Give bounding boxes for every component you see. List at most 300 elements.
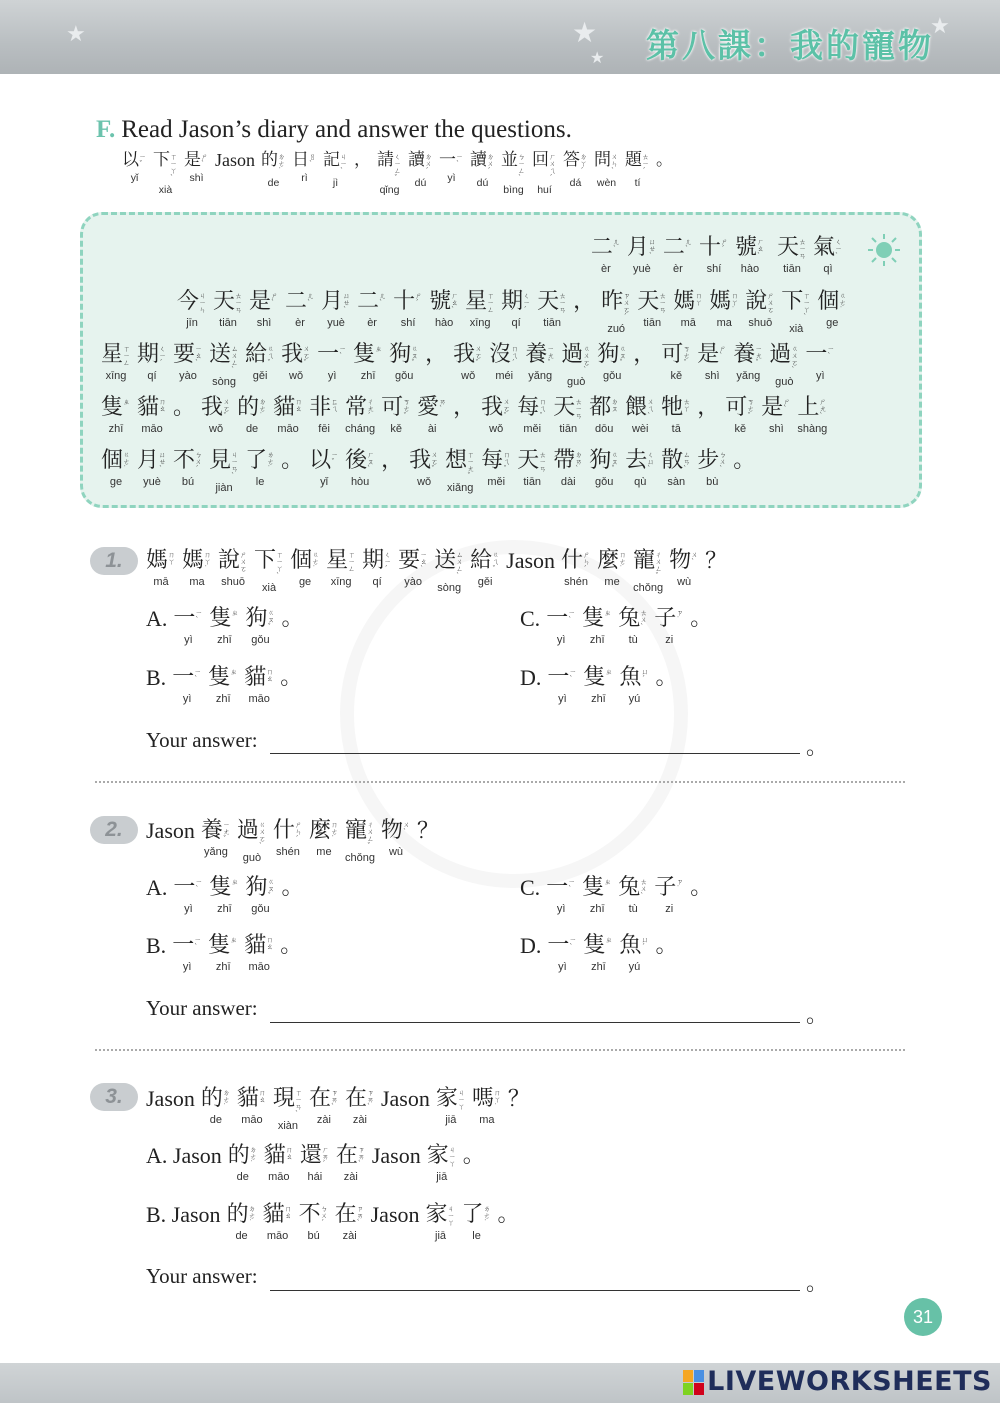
hanzi: 了 [461, 1202, 484, 1227]
pinyin: dá [569, 177, 582, 189]
ruby-character [254, 548, 284, 595]
pinyin: shén [276, 846, 300, 858]
ruby-character [439, 150, 464, 185]
ruby-character [663, 235, 693, 276]
bopomofo: ㄙㄨㄥˋ [456, 551, 464, 580]
ruby-character [470, 548, 500, 589]
bopomofo: ㄇㄚ [695, 292, 703, 307]
hanzi: 嗎 [471, 1086, 494, 1111]
ruby-character [249, 289, 279, 330]
pinyin: qì [823, 263, 833, 275]
ruby-character [470, 150, 495, 190]
pinyin: de [235, 1230, 248, 1242]
ruby-character [326, 548, 356, 589]
ruby-character [627, 235, 657, 276]
ruby-character [209, 342, 239, 389]
bopomofo: ㄏㄞˊ [321, 1146, 329, 1168]
pinyin: qù [634, 476, 647, 488]
question-3-option-a[interactable]: A. Jason 的 ㄉㄜ˙ de 貓 ㄇㄠ māo 還 ㄏㄞˊ hái 在 ㄗㄞˋ zài Jason 家 ㄐㄧㄚ jiā 。 [146, 1143, 485, 1183]
pinyin: yì [447, 172, 456, 184]
ruby-character [273, 1086, 303, 1133]
hanzi: 帶 [553, 448, 576, 473]
pinyin: zhī [217, 634, 232, 646]
pinyin: jiā [445, 1114, 457, 1126]
ruby-character [362, 548, 392, 589]
ruby-character [173, 606, 203, 647]
pinyin: wǒ [461, 370, 476, 382]
ruby-character [345, 395, 375, 436]
pinyin: māo [248, 961, 270, 973]
answer-input[interactable] [270, 753, 800, 754]
hanzi: 隻 [209, 875, 232, 900]
bopomofo: ㄩㄝˋ [343, 292, 351, 314]
pinyin: zi [665, 634, 674, 646]
pinyin: tiān [543, 317, 562, 329]
ruby-character [323, 150, 348, 190]
latin-text: Jason [370, 1202, 420, 1227]
bopomofo: ㄦˋ [684, 238, 692, 253]
pinyin: gǒu [603, 370, 622, 382]
hanzi: ， [354, 150, 371, 170]
ruby-character [146, 548, 176, 589]
bopomofo: ㄑㄧˊ [159, 345, 167, 367]
pinyin: cháng [345, 423, 376, 435]
pinyin: sàn [667, 476, 686, 488]
pinyin: yuè [143, 476, 161, 488]
ruby-character [619, 665, 649, 706]
bopomofo: ㄧㄠˋ [195, 345, 203, 367]
bopomofo: ㄧㄤˇ [547, 345, 555, 367]
bopomofo: ㄗㄞˋ [330, 1089, 338, 1111]
ruby-character [661, 448, 691, 489]
ruby-character [517, 448, 547, 489]
instruction-text [122, 150, 679, 197]
pinyin: bù [706, 476, 719, 488]
hanzi: 。 [497, 1202, 520, 1227]
pinyin: kě [390, 423, 402, 435]
pinyin: gǒu [251, 634, 270, 646]
ruby-character [300, 1143, 330, 1184]
hanzi: 我 [409, 448, 432, 473]
question-2-option-d[interactable]: D. 一 ㄧˋ yì 隻 ㄓ zhī 魚 ㄩˊ yú 。 [520, 933, 678, 973]
pinyin: tí [634, 177, 641, 189]
pinyin: xià [262, 582, 277, 594]
bopomofo: ㄍㄡˇ [267, 878, 275, 900]
bopomofo: ㄊㄧㄢ [659, 292, 667, 314]
ruby-character [101, 395, 131, 436]
ruby-character [427, 1143, 457, 1184]
hanzi: 說 [218, 548, 241, 573]
pinyin: tiān [219, 317, 237, 329]
hanzi: 媽 [182, 548, 205, 573]
bopomofo: ㄓ [123, 398, 131, 406]
hanzi: 送 [434, 548, 457, 573]
ruby-character [498, 1202, 520, 1243]
answer-input[interactable] [270, 1290, 800, 1291]
question-1-option-c[interactable]: C. 一 ㄧˋ yì 隻 ㄓ zhī 兔 ㄊㄨˋ tù 子 ㄗ˙ zi 。 [520, 606, 713, 646]
bopomofo: ㄓ [375, 345, 383, 353]
question-1-option-a[interactable]: A. 一 ㄧˋ yì 隻 ㄓ zhī 狗 ㄍㄡˇ gǒu 。 [146, 606, 304, 646]
ruby-character [769, 342, 799, 389]
ruby-character [625, 395, 655, 436]
pinyin: māo [277, 423, 299, 435]
pinyin: kě [670, 370, 683, 382]
bopomofo: ㄦˋ [379, 292, 387, 307]
hanzi: 。 [690, 875, 713, 900]
hanzi: 問 [594, 150, 611, 170]
ruby-character [781, 289, 811, 336]
ruby-character [561, 548, 591, 589]
bopomofo: ㄅㄨˋ [719, 451, 727, 473]
ruby-character [654, 875, 684, 916]
bopomofo: ㄕˋ [719, 345, 727, 360]
bopomofo: ㄨㄛˇ [503, 398, 511, 420]
bopomofo: ㄅㄧㄥˋ [518, 153, 525, 182]
bopomofo: ㄓ [231, 609, 239, 617]
hanzi: 可 [661, 342, 684, 367]
question-1-text [146, 548, 733, 595]
ruby-character [184, 150, 209, 185]
ruby-character [434, 548, 464, 595]
hanzi: 媽 [146, 548, 169, 573]
hanzi: 狗 [597, 342, 620, 367]
bopomofo: ㄩㄝˋ [159, 451, 167, 473]
ruby-character [453, 342, 483, 383]
ruby-character [317, 342, 347, 383]
question-2-option-a[interactable]: A. 一 ㄧˋ yì 隻 ㄓ zhī 狗 ㄍㄡˇ gǒu 。 [146, 875, 304, 915]
ruby-character [583, 665, 613, 706]
pinyin: ge [109, 476, 123, 488]
bopomofo: ㄇㄠ [159, 398, 167, 413]
hanzi: 題 [625, 150, 642, 170]
ruby-character [481, 448, 511, 489]
hanzi: 隻 [582, 875, 605, 900]
hanzi: 號 [734, 235, 757, 260]
hanzi: 媽 [673, 289, 696, 314]
ruby-character [227, 1202, 257, 1243]
hanzi: 狗 [245, 606, 268, 631]
answer-end-mark: 。 [806, 1271, 829, 1296]
answer-label: Your answer: [146, 728, 258, 752]
ruby-character [281, 875, 303, 916]
ruby-character [261, 150, 286, 190]
question-1-option-d[interactable]: D. 一 ㄧˋ yì 隻 ㄓ zhī 魚 ㄩˊ yú 。 [520, 665, 678, 705]
pinyin: yì [184, 634, 193, 646]
hanzi: 過 [236, 818, 259, 843]
hanzi: 每 [481, 448, 504, 473]
hanzi: 魚 [619, 665, 642, 690]
bopomofo: ㄕㄨㄛ [240, 551, 248, 573]
bopomofo: ㄒㄧㄥ [123, 345, 131, 367]
bopomofo: ㄑㄧˊ [384, 551, 392, 573]
ruby-character [472, 1086, 502, 1127]
hanzi: 記 [323, 150, 340, 170]
bopomofo: ㄎㄜˇ [403, 398, 411, 420]
bopomofo: ㄧˋ [195, 609, 203, 624]
ruby-character [172, 933, 202, 974]
divider [95, 1049, 905, 1051]
ruby-character [213, 289, 243, 330]
ruby-character [381, 395, 411, 436]
bopomofo: ㄒㄧㄚˋ [803, 292, 811, 321]
hanzi: 我 [481, 395, 504, 420]
ruby-character [725, 395, 755, 436]
pinyin: qí [147, 370, 157, 382]
bopomofo: ㄇㄚ˙ [731, 292, 739, 314]
ruby-character [601, 289, 631, 336]
ruby-character [228, 1143, 258, 1184]
hanzi: 。 [733, 448, 756, 473]
answer-label: Your answer: [146, 1264, 258, 1288]
pinyin: zhī [591, 693, 606, 705]
hanzi: 一 [547, 933, 570, 958]
ruby-character [137, 448, 167, 489]
hanzi: 十 [393, 289, 416, 314]
hanzi: 隻 [208, 665, 231, 690]
ruby-character [465, 289, 495, 330]
bopomofo: ㄕˋ [201, 153, 208, 168]
bopomofo: ㄓ [605, 668, 613, 676]
bopomofo: ㄍㄡˇ [611, 451, 619, 473]
bopomofo: ㄒㄧㄢˋ [294, 1089, 302, 1118]
pinyin: zài [316, 1114, 331, 1126]
hanzi: 。 [280, 933, 303, 958]
pinyin: māo [248, 693, 270, 705]
bopomofo: ㄍㄟˇ [267, 345, 275, 367]
hanzi: 今 [177, 289, 200, 314]
ruby-character [625, 150, 650, 190]
pinyin: tù [628, 634, 638, 646]
question-3-option-b[interactable]: B. Jason 的 ㄉㄜ˙ de 貓 ㄇㄠ māo 不 ㄅㄨˊ bú 在 ㄗㄞˋ zài Jason 家 ㄐㄧㄚ jiā 了 ㄌㄜ˙ le 。 [146, 1202, 520, 1242]
hanzi: 餵 [625, 395, 648, 420]
answer-end-mark: 。 [806, 1003, 829, 1028]
hanzi: 個 [817, 289, 840, 314]
hanzi: 。 [656, 150, 673, 170]
ruby-character [463, 1143, 485, 1184]
hanzi: 下 [153, 150, 170, 170]
answer-end-mark: 。 [806, 735, 829, 760]
pinyin: dú [476, 177, 489, 189]
bopomofo: ㄧˇ [139, 153, 146, 168]
hanzi: 以 [309, 448, 332, 473]
bopomofo: ㄇㄠ [295, 398, 303, 413]
pinyin: guò [775, 376, 794, 388]
ruby-character [525, 342, 555, 383]
question-2-option-c[interactable]: C. 一 ㄧˋ yì 隻 ㄓ zhī 兔 ㄊㄨˋ tù 子 ㄗ˙ zi 。 [520, 875, 713, 915]
pinyin: wù [388, 846, 403, 858]
bopomofo: ㄉㄜ˙ [259, 398, 267, 420]
ruby-character [182, 548, 212, 589]
ruby-character [661, 342, 691, 383]
ruby-character [201, 395, 231, 436]
ruby-character [436, 1086, 466, 1127]
hanzi: ， [453, 395, 476, 420]
latin-text: ？ [416, 818, 439, 843]
bopomofo: ㄕㄣˊ [583, 551, 591, 573]
bopomofo: ㄗㄞˋ [357, 1146, 365, 1168]
ruby-character [547, 933, 577, 974]
ruby-character [417, 395, 447, 436]
pinyin: māo [266, 1230, 289, 1242]
hanzi: 還 [299, 1143, 322, 1168]
question-number: 2. [90, 816, 138, 844]
bopomofo: ㄧˋ [339, 345, 347, 360]
pinyin: dōu [595, 423, 614, 435]
hanzi: 過 [769, 342, 792, 367]
hanzi: 一 [173, 875, 196, 900]
pinyin: tiān [643, 317, 662, 329]
ruby-character [245, 448, 275, 489]
hanzi: 兔 [618, 875, 641, 900]
question-3-text [146, 1086, 536, 1133]
bopomofo: ㄇㄚ [168, 551, 176, 566]
pinyin: hòu [350, 476, 370, 488]
hanzi: 天 [213, 289, 236, 314]
hanzi: 貓 [244, 933, 267, 958]
hanzi: 一 [546, 875, 569, 900]
bopomofo: ㄒㄧㄥ [487, 292, 495, 314]
pinyin: dài [560, 476, 576, 488]
hanzi: 狗 [589, 448, 612, 473]
hanzi: 在 [335, 1143, 358, 1168]
ruby-character [699, 235, 729, 276]
pinyin: gǒu [394, 370, 414, 382]
pinyin: yì [816, 370, 825, 382]
hanzi: 貓 [263, 1143, 286, 1168]
bopomofo: ㄊㄧㄢ [235, 292, 243, 314]
hanzi: 要 [173, 342, 196, 367]
hanzi: 回 [532, 150, 549, 170]
bopomofo: ㄇㄚ˙ [204, 551, 212, 573]
hanzi: 我 [453, 342, 476, 367]
ruby-character [354, 150, 371, 185]
latin-text: Jason [215, 150, 255, 170]
hanzi: 養 [733, 342, 756, 367]
ruby-character [173, 448, 203, 489]
ruby-character [173, 395, 195, 436]
ruby-character [547, 665, 577, 706]
hanzi: 非 [309, 395, 332, 420]
hanzi: 在 [308, 1086, 331, 1111]
bopomofo: ㄎㄜˇ [747, 398, 755, 420]
hanzi: 二 [357, 289, 380, 314]
pinyin: wǒ [209, 423, 224, 435]
bopomofo: ㄙㄢˋ [683, 451, 691, 473]
answer-input[interactable] [270, 1022, 800, 1023]
ruby-character [245, 606, 275, 647]
hanzi: 一 [547, 665, 570, 690]
bopomofo: ㄉㄜ˙ [222, 1089, 230, 1111]
ruby-character [426, 1202, 456, 1243]
diary-box [80, 212, 922, 508]
ruby-character [697, 448, 727, 489]
bopomofo: ㄗㄨㄛˊ [623, 292, 631, 321]
pinyin: ma [716, 317, 732, 329]
ruby-character [761, 395, 791, 436]
hanzi: 的 [227, 1143, 250, 1168]
bopomofo: ㄇㄠ [284, 1205, 292, 1220]
pinyin: shì [189, 172, 204, 184]
ruby-character [429, 289, 459, 330]
ruby-character [618, 875, 648, 916]
pinyin: qǐng [379, 184, 400, 196]
pinyin: yǎng [528, 370, 553, 382]
bopomofo: ㄏㄨㄟˊ [549, 153, 556, 182]
ruby-character [393, 289, 423, 330]
liveworksheets-logo[interactable] [683, 1366, 992, 1397]
pinyin: huí [537, 184, 552, 196]
bopomofo: ㄧㄤˇ [222, 821, 230, 843]
ruby-character [321, 289, 351, 330]
hanzi: 隻 [353, 342, 376, 367]
ruby-character [137, 342, 167, 383]
hanzi: 月 [626, 235, 649, 260]
ruby-character [263, 1202, 293, 1243]
bopomofo: ㄒㄧㄤˇ [467, 451, 475, 480]
bopomofo: ㄇㄜ˙ [330, 821, 338, 843]
pinyin: xiàn [277, 1120, 299, 1132]
bopomofo: ㄕˊ [415, 292, 423, 307]
bopomofo: ㄌㄜ˙ [267, 451, 275, 473]
ruby-character [553, 448, 583, 489]
hanzi: 以 [122, 150, 139, 170]
bopomofo: ㄨㄛˇ [303, 345, 311, 367]
bopomofo: ㄇㄟˇ [539, 398, 547, 420]
hanzi: 去 [625, 448, 648, 473]
pinyin: gěi [252, 370, 268, 382]
bopomofo: ㄧˇ [331, 451, 339, 466]
hanzi: 給 [245, 342, 268, 367]
ruby-character [597, 548, 627, 589]
bopomofo: ㄧˋ [195, 878, 203, 893]
ruby-character [292, 150, 317, 185]
bopomofo: ㄔㄤˊ [367, 398, 375, 420]
ruby-character [208, 665, 238, 706]
pinyin: yì [556, 634, 566, 646]
pinyin: yào [179, 370, 197, 382]
ruby-character [389, 342, 419, 383]
pinyin: yì [556, 903, 566, 915]
hanzi: 一 [173, 606, 196, 631]
hanzi: 。 [281, 606, 304, 631]
diary-line-1 [177, 289, 853, 336]
hanzi: 天 [776, 235, 799, 260]
section-title-text: Read Jason’s diary and answer the questions. [121, 116, 572, 143]
bopomofo: ㄗㄞˋ [366, 1089, 374, 1111]
ruby-character [280, 933, 302, 974]
question-1-option-b[interactable]: B. 一 ㄧˋ yì 隻 ㄓ zhī 貓 ㄇㄠ māo 。 [146, 665, 303, 705]
bopomofo: ㄇㄠ [285, 1146, 293, 1161]
pinyin: xīng [469, 317, 491, 329]
badge-square [683, 1370, 693, 1382]
latin-text: Jason [371, 1143, 421, 1168]
pinyin: shí [706, 263, 722, 275]
pinyin: sòng [212, 376, 236, 388]
star-decoration: ★ [66, 22, 86, 47]
pinyin: měi [523, 423, 542, 435]
bopomofo: ㄩˊ [641, 668, 649, 683]
pinyin: me [604, 576, 620, 588]
pinyin: yǐ [320, 476, 329, 488]
question-2-option-b[interactable]: B. 一 ㄧˋ yì 隻 ㄓ zhī 貓 ㄇㄠ māo 。 [146, 933, 303, 973]
ruby-character [377, 150, 402, 197]
ruby-character [273, 818, 303, 859]
hanzi: 家 [435, 1086, 458, 1111]
ruby-character [597, 342, 627, 383]
question-number: 3. [90, 1083, 138, 1111]
pinyin: chǒng [633, 582, 664, 594]
ruby-character [625, 448, 655, 489]
